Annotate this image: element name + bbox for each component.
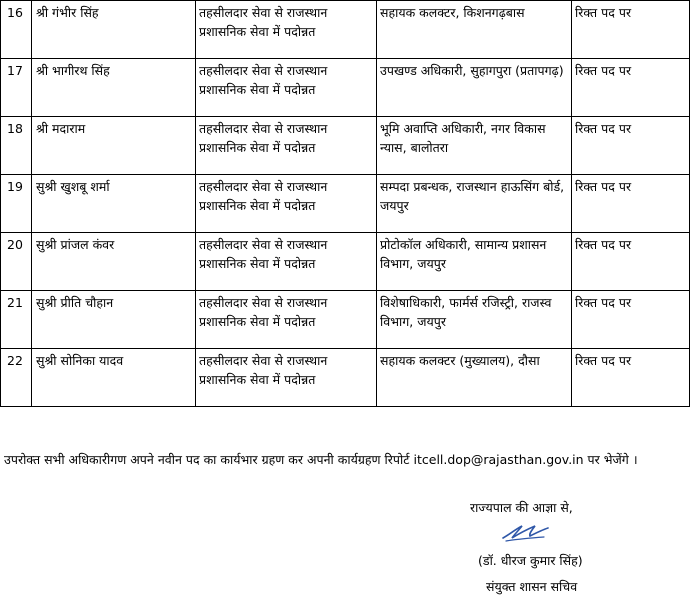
signatory-designation: संयुक्त शासन सचिव xyxy=(486,579,578,594)
serial-number: 16 xyxy=(1,1,32,59)
serial-number: 18 xyxy=(1,117,32,175)
table-row xyxy=(1,1,690,59)
officer-name: सुश्री प्रांजल कंवर xyxy=(32,233,196,291)
promotion-detail: तहसीलदार सेवा से राजस्थान प्रशासनिक सेवा में पदोन्नत xyxy=(196,117,377,175)
posting-detail: विशेषाधिकारी, फार्मर्स रजिस्ट्री, राजस्व विभाग, जयपुर xyxy=(377,291,572,349)
vacancy-status: रिक्त पद पर xyxy=(572,1,690,59)
posting-detail: उपखण्ड अधिकारी, सुहागपुरा (प्रतापगढ़) xyxy=(377,59,572,117)
vacancy-status: रिक्त पद पर xyxy=(572,233,690,291)
serial-number: 17 xyxy=(1,59,32,117)
promotion-detail: तहसीलदार सेवा से राजस्थान प्रशासनिक सेवा में पदोन्नत xyxy=(196,349,377,407)
serial-number: 19 xyxy=(1,175,32,233)
serial-number: 21 xyxy=(1,291,32,349)
table-row xyxy=(1,349,690,407)
officer-name: श्री भागीरथ सिंह xyxy=(32,59,196,117)
officer-name: श्री गंभीर सिंह xyxy=(32,1,196,59)
governor-order-line: राज्यपाल की आज्ञा से, xyxy=(470,500,573,515)
posting-detail: सहायक कलक्टर (मुख्यालय), दौसा xyxy=(377,349,572,407)
officer-name: सुश्री सोनिका यादव xyxy=(32,349,196,407)
posting-detail: सहायक कलक्टर, किशनगढ़बास xyxy=(377,1,572,59)
vacancy-status: रिक्त पद पर xyxy=(572,59,690,117)
table-row xyxy=(1,233,690,291)
table-row xyxy=(1,291,690,349)
table-row xyxy=(1,117,690,175)
signature-icon xyxy=(500,520,550,546)
officer-name: सुश्री खुशबू शर्मा xyxy=(32,175,196,233)
signatory-name: (डॉ. धीरज कुमार सिंह) xyxy=(478,553,583,568)
posting-detail: सम्पदा प्रबन्धक, राजस्थान हाऊसिंग बोर्ड, जयपुर xyxy=(377,175,572,233)
table-row xyxy=(1,175,690,233)
promotion-detail: तहसीलदार सेवा से राजस्थान प्रशासनिक सेवा में पदोन्नत xyxy=(196,59,377,117)
promotion-detail: तहसीलदार सेवा से राजस्थान प्रशासनिक सेवा में पदोन्नत xyxy=(196,233,377,291)
instruction-note: उपरोक्त सभी अधिकारीगण अपने नवीन पद का कार्यभार ग्रहण कर अपनी कार्यग्रहण रिपोर्ट itcell.dop@rajasthan.gov.in पर भेजेंगे । xyxy=(4,452,638,467)
promotion-detail: तहसीलदार सेवा से राजस्थान प्रशासनिक सेवा में पदोन्नत xyxy=(196,1,377,59)
posting-detail: प्रोटोकॉल अधिकारी, सामान्य प्रशासन विभाग, जयपुर xyxy=(377,233,572,291)
officer-name: श्री मदाराम xyxy=(32,117,196,175)
serial-number: 20 xyxy=(1,233,32,291)
vacancy-status: रिक्त पद पर xyxy=(572,175,690,233)
posting-detail: भूमि अवाप्ति अधिकारी, नगर विकास न्यास, बालोतरा xyxy=(377,117,572,175)
promotion-detail: तहसीलदार सेवा से राजस्थान प्रशासनिक सेवा में पदोन्नत xyxy=(196,175,377,233)
promotion-detail: तहसीलदार सेवा से राजस्थान प्रशासनिक सेवा में पदोन्नत xyxy=(196,291,377,349)
officer-name: सुश्री प्रीति चौहान xyxy=(32,291,196,349)
table-body xyxy=(1,1,690,407)
vacancy-status: रिक्त पद पर xyxy=(572,117,690,175)
vacancy-status: रिक्त पद पर xyxy=(572,291,690,349)
table-row xyxy=(1,59,690,117)
vacancy-status: रिक्त पद पर xyxy=(572,349,690,407)
serial-number: 22 xyxy=(1,349,32,407)
